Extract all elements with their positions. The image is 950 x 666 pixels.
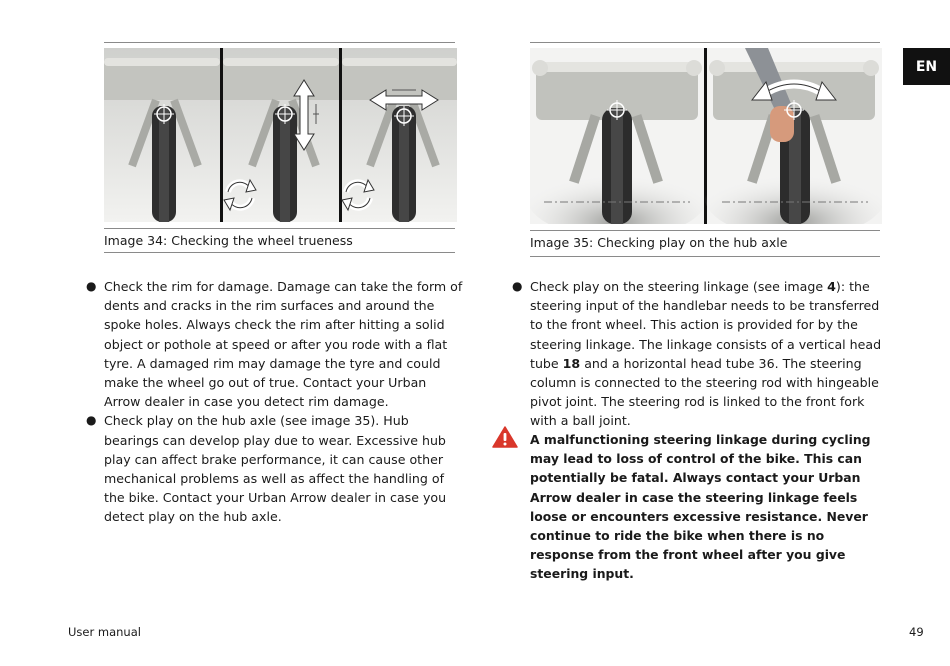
figure-top-rule xyxy=(104,42,455,43)
bullet-list-left xyxy=(86,277,464,527)
list-item xyxy=(86,411,464,526)
bullet-icon: ● xyxy=(86,413,97,428)
panel-3 xyxy=(342,48,457,222)
caption-top-rule xyxy=(530,230,880,231)
panel-left xyxy=(530,48,707,224)
bullet-icon: ● xyxy=(512,279,523,293)
footer-label: User manual xyxy=(68,625,141,639)
bullet-list-right xyxy=(512,277,885,431)
bullet-text: Check play on the steering linkage (see image 4): the steering input of the handlebar needs to be transferred to the front wheel. This action is provided for by the steering linkage. The linkage consists of a vertical head tube 18 and a horizontal head tube 36. The steering column is connected to the steering rod with hingeable pivot joint. The steering rod is linked to the front fork with a ball joint. xyxy=(530,279,882,429)
caption-top-rule xyxy=(104,228,455,229)
warning-text: A malfunctioning steering linkage during cycling may lead to loss of control of the bike. This can potentially be fatal. Always contact your Urban Arrow dealer in case the steering linkage feels loose or encounters excessive resistance. Never continue to ride the bike when there is no response from the front wheel after you give steering input. xyxy=(530,432,871,582)
list-item xyxy=(512,277,885,431)
figure-caption: Image 35: Checking play on the hub axle xyxy=(530,235,788,250)
bullet-text: Check play on the hub axle (see image 35). Hub bearings can develop play due to wear. Excessive hub play can affect brake performance, it can cause other mechanical problems as well as affect the handling of the bike. Contact your Urban Arrow dealer in case you detect play on the hub axle. xyxy=(104,413,447,525)
list-item xyxy=(86,277,464,411)
warning-triangle-icon xyxy=(492,426,518,448)
panel-right xyxy=(705,48,882,224)
figure-caption: Image 34: Checking the wheel trueness xyxy=(104,233,353,248)
caption-bottom-rule xyxy=(104,252,455,253)
caption-bottom-rule xyxy=(530,256,880,257)
page-number: 49 xyxy=(909,625,924,639)
figure-hub-axle xyxy=(530,48,882,224)
figure-top-rule xyxy=(530,42,880,43)
language-tab: EN xyxy=(903,48,950,85)
bullet-text: Check the rim for damage. Damage can take the form of dents and cracks in the rim surfaces and around the spoke holes. Always check the rim after hitting a solid object or pothole at speed or after you rode with a flat tyre. A damaged rim may damage the tyre and could make the wheel go out of true. Contact your Urban Arrow dealer in case you detect rim damage. xyxy=(104,279,463,410)
bullet-icon: ● xyxy=(86,279,97,293)
panel-1 xyxy=(104,48,220,222)
panel-2 xyxy=(223,48,339,222)
figure-wheel-trueness xyxy=(104,48,457,222)
